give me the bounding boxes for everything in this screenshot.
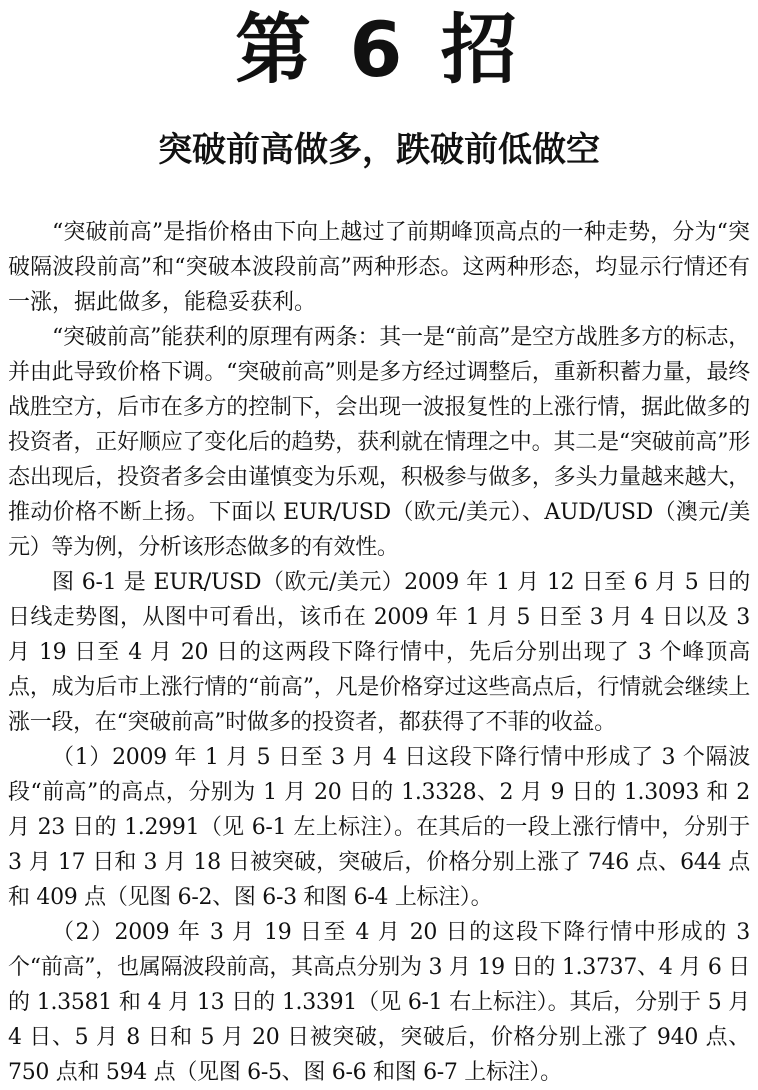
section-title: 突破前高做多，跌破前低做空 <box>158 130 600 170</box>
paragraph-definition: “突破前高”是指价格由下向上越过了前期峰顶高点的一种走势，分为“突破隔波段前高”和“突破本波段前高”两种形态。这两种形态，均显示行情还有一涨，据此做多，能稳妥获利。 <box>8 220 750 315</box>
paragraph-case-2: （2）2009 年 3 月 19 日至 4 月 20 日的这段下降行情中形成的 3 个“前高”，也属隔波段前高，其高点分别为 3 月 19 日的 1.3737、4 月 6 日的 1.3581 和 4 月 13 日的 1.3391（见 6-1 右上标注）。其后，分别于 5 月 4 日、5 月 8 日和 5 月 20 日被突破，突破后，价格分别上涨了 940 点、750 点和 594 点（见图 6-5、图 6-6 和图 6-7 上标注）。 <box>8 920 750 1085</box>
body-text <box>8 215 750 1090</box>
paragraph-figure-intro: 图 6-1 是 EUR/USD（欧元/美元）2009 年 1 月 12 日至 6 月 5 日的日线走势图，从图中可看出，该币在 2009 年 1 月 5 日至 3 月 4 日以及 3 月 19 日至 4 月 20 日的这两段下降行情中，先后分别出现了 3 个峰顶高点，成为后市上涨行情的“前高”，凡是价格穿过这些高点后，行情就会继续上涨一段，在“突破前高”时做多的投资者，都获得了不菲的收益。 <box>8 570 750 735</box>
paragraph-case-1: （1）2009 年 1 月 5 日至 3 月 4 日这段下降行情中形成了 3 个隔波段“前高”的高点，分别为 1 月 20 日的 1.3328、2 月 9 日的 1.3093 和 2 月 23 日的 1.2991（见 6-1 左上标注）。在其后的一段上涨行情中，分别于 3 月 17 日和 3 月 18 日被突破，突破后，价格分别上涨了 746 点、644 点和 409 点（见图 6-2、图 6-3 和图 6-4 上标注）。 <box>8 745 750 910</box>
paragraph-principle: “突破前高”能获利的原理有两条：其一是“前高”是空方战胜多方的标志，并由此导致价格下调。“突破前高”则是多方经过调整后，重新积蓄力量，最终战胜空方，后市在多方的控制下，会出现一波报复性的上涨行情，据此做多的投资者，正好顺应了变化后的趋势，获利就在情理之中。其二是“突破前高”形态出现后，投资者多会由谨慎变为乐观，积极参与做多，多头力量越来越大，推动价格不断上扬。下面以 EUR/USD（欧元/美元）、AUD/USD（澳元/美元）等为例，分析该形态做多的有效性。 <box>8 325 750 560</box>
chapter-title: 第 6 招 <box>235 5 523 94</box>
